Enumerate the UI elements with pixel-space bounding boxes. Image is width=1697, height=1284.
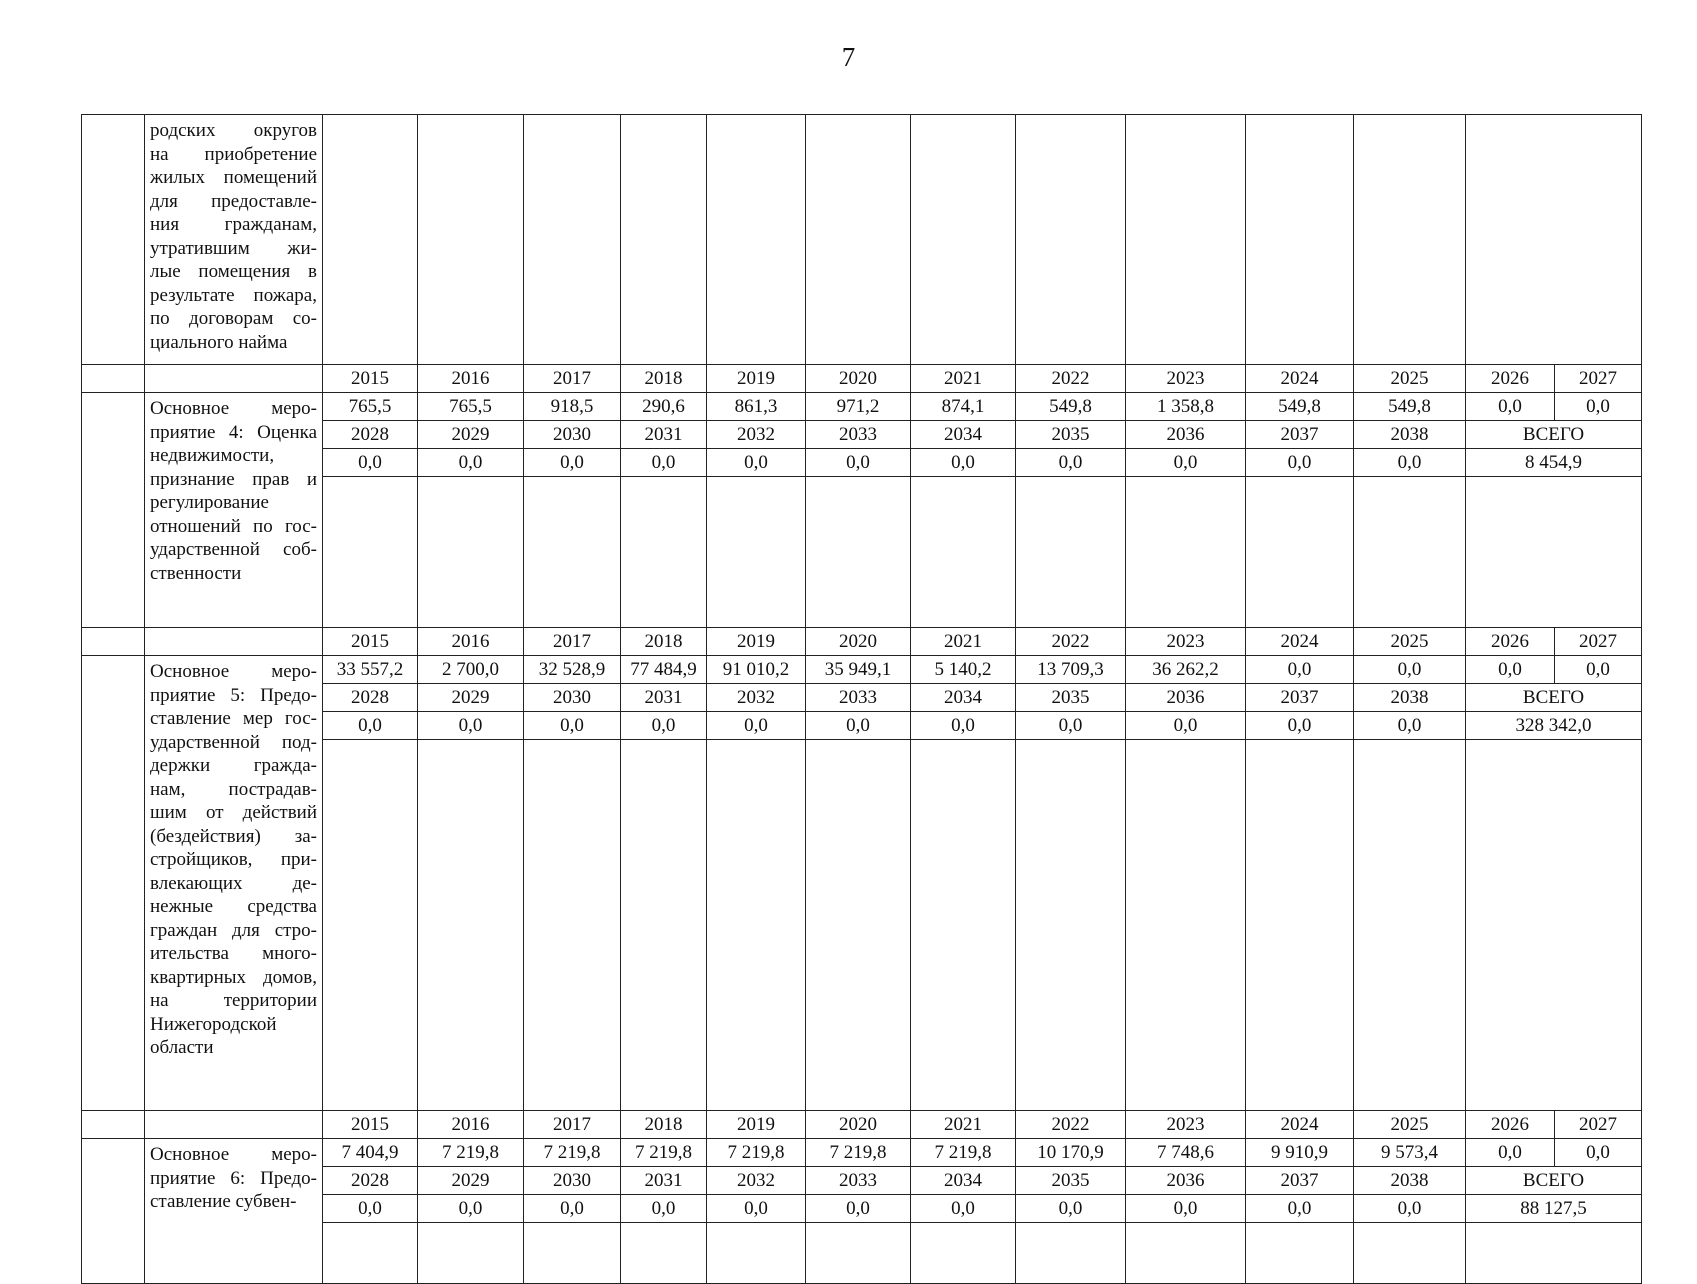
year-header-row — [82, 365, 1642, 393]
value-cell: 7 219,8 — [621, 1139, 707, 1167]
empty-cell — [707, 477, 806, 628]
description-line: на приобретение — [150, 143, 317, 165]
total-value: 328 342,0 — [1466, 712, 1642, 740]
description-line: нежные средства — [150, 896, 317, 917]
empty-cell — [911, 115, 1016, 365]
year-cell: 2018 — [621, 1111, 707, 1139]
value-cell: 0,0 — [1354, 449, 1466, 477]
empty-cell — [806, 115, 911, 365]
value-cell: 7 404,9 — [323, 1139, 418, 1167]
year-cell: 2037 — [1246, 1167, 1354, 1195]
value-cell: 0,0 — [1016, 712, 1126, 740]
year-cell: 2017 — [524, 1111, 621, 1139]
value-cell: 549,8 — [1016, 393, 1126, 421]
empty-cell — [323, 115, 418, 365]
year-header-row — [82, 1111, 1642, 1139]
year-cell: 2033 — [806, 684, 911, 712]
description-line: ставление мер гос- — [150, 708, 317, 729]
description-line: Основное меро- — [150, 398, 317, 419]
value-cell: 0,0 — [1016, 1195, 1126, 1223]
value-cell: 1 358,8 — [1126, 393, 1246, 421]
year-cell: 2036 — [1126, 684, 1246, 712]
year-cell: 2033 — [806, 1167, 911, 1195]
value-cell: 77 484,9 — [621, 656, 707, 684]
year-cell: 2015 — [323, 365, 418, 393]
value-cell: 549,8 — [1354, 393, 1466, 421]
value-cell: 7 219,8 — [806, 1139, 911, 1167]
values-row — [82, 393, 1642, 421]
value-cell: 13 709,3 — [1016, 656, 1126, 684]
year-cell: 2016 — [418, 365, 524, 393]
year-cell: 2032 — [707, 1167, 806, 1195]
year-cell: 2030 — [524, 421, 621, 449]
description-line: нам, пострадав- — [150, 778, 317, 800]
year-cell: 2024 — [1246, 628, 1354, 656]
year-cell: 2038 — [1354, 421, 1466, 449]
value-cell: 0,0 — [1016, 449, 1126, 477]
description-line: Основное меро- — [150, 661, 317, 682]
year-cell: 2030 — [524, 684, 621, 712]
measure-description — [145, 1139, 323, 1284]
empty-cell — [145, 1111, 323, 1139]
total-value: 88 127,5 — [1466, 1195, 1642, 1223]
year-cell: 2023 — [1126, 628, 1246, 656]
empty-cell — [524, 477, 621, 628]
empty-cell — [806, 740, 911, 1111]
value-cell: 290,6 — [621, 393, 707, 421]
total-label: ВСЕГО — [1466, 421, 1642, 449]
number-cell — [82, 115, 145, 365]
value-cell: 7 219,8 — [418, 1139, 524, 1167]
empty-cell — [707, 1223, 806, 1284]
description-line: по договорам со- — [150, 308, 317, 329]
description-line: стройщиков, при- — [150, 849, 317, 870]
description-line: отношений по гос- — [150, 515, 317, 537]
description-line: квартирных домов, — [150, 966, 317, 988]
year-cell: 2021 — [911, 1111, 1016, 1139]
empty-cell — [418, 1223, 524, 1284]
year-cell: 2018 — [621, 628, 707, 656]
year-cell: 2023 — [1126, 1111, 1246, 1139]
year-cell: 2038 — [1354, 1167, 1466, 1195]
value-cell: 0,0 — [323, 1195, 418, 1223]
description-line: недвижимости, — [150, 445, 275, 466]
total-value: 8 454,9 — [1466, 449, 1642, 477]
description-line: циального найма — [150, 331, 288, 353]
empty-cell — [707, 740, 806, 1111]
empty-cell — [1126, 477, 1246, 628]
description-line: ительства много- — [150, 943, 317, 964]
year-cell: 2034 — [911, 421, 1016, 449]
empty-cell — [323, 740, 418, 1111]
empty-cell — [1126, 1223, 1246, 1284]
year-cell: 2023 — [1126, 365, 1246, 393]
description-line: ставление субвен- — [150, 1191, 297, 1212]
year-cell: 2034 — [911, 684, 1016, 712]
empty-cell — [806, 477, 911, 628]
empty-cell — [621, 1223, 707, 1284]
number-cell — [82, 628, 145, 656]
year-cell: 2034 — [911, 1167, 1016, 1195]
empty-cell — [1126, 740, 1246, 1111]
empty-cell — [1126, 115, 1246, 365]
value-cell: 971,2 — [806, 393, 911, 421]
description-line: граждан для стро- — [150, 919, 317, 941]
description-line: на территории — [150, 990, 317, 1011]
description-line: ударственной соб- — [150, 539, 317, 560]
empty-cell — [707, 115, 806, 365]
description-line: влекающих де- — [150, 872, 317, 894]
value-cell: 0,0 — [911, 1195, 1016, 1223]
value-cell: 33 557,2 — [323, 656, 418, 684]
value-cell: 0,0 — [707, 1195, 806, 1223]
year-cell: 2024 — [1246, 365, 1354, 393]
value-cell: 0,0 — [806, 712, 911, 740]
description-line: утратившим жи- — [150, 237, 317, 259]
description-line: ственности — [150, 562, 242, 584]
value-cell: 0,0 — [1466, 656, 1555, 684]
empty-cell — [806, 1223, 911, 1284]
year-cell: 2036 — [1126, 421, 1246, 449]
measure-description — [145, 656, 323, 1111]
value-cell: 0,0 — [911, 712, 1016, 740]
empty-cell — [418, 115, 524, 365]
year-cell: 2025 — [1354, 1111, 1466, 1139]
value-cell: 9 573,4 — [1354, 1139, 1466, 1167]
description-line: приятие 4: Оценка — [150, 421, 317, 443]
description-line: Основное меро- — [150, 1144, 317, 1165]
year-cell: 2035 — [1016, 684, 1126, 712]
empty-cell — [1016, 477, 1126, 628]
number-cell — [82, 1111, 145, 1139]
number-cell — [82, 393, 145, 628]
description-line: ния гражданам, — [150, 214, 317, 235]
description-line: признание прав и — [150, 468, 317, 490]
value-cell: 0,0 — [1126, 712, 1246, 740]
empty-cell — [418, 740, 524, 1111]
value-cell: 0,0 — [1555, 656, 1642, 684]
year-cell: 2020 — [806, 1111, 911, 1139]
number-cell — [82, 1139, 145, 1284]
year-cell: 2035 — [1016, 421, 1126, 449]
year-cell: 2027 — [1555, 365, 1642, 393]
year-cell: 2027 — [1555, 628, 1642, 656]
year-cell: 2015 — [323, 1111, 418, 1139]
value-cell: 5 140,2 — [911, 656, 1016, 684]
empty-cell — [1246, 740, 1354, 1111]
value-cell: 0,0 — [707, 712, 806, 740]
empty-cell — [418, 477, 524, 628]
empty-cell — [1466, 740, 1642, 1111]
year-cell: 2031 — [621, 421, 707, 449]
empty-cell — [145, 628, 323, 656]
number-cell — [82, 656, 145, 1111]
value-cell: 35 949,1 — [806, 656, 911, 684]
value-cell: 0,0 — [1555, 393, 1642, 421]
year-cell: 2025 — [1354, 365, 1466, 393]
year-cell: 2020 — [806, 365, 911, 393]
description-line: ударственной под- — [150, 731, 317, 753]
value-cell: 0,0 — [707, 449, 806, 477]
year-cell: 2037 — [1246, 684, 1354, 712]
description-line: Нижегородской — [150, 1013, 277, 1035]
empty-cell — [1246, 1223, 1354, 1284]
year-cell: 2021 — [911, 628, 1016, 656]
value-cell: 0,0 — [1466, 393, 1555, 421]
description-line: держки гражда- — [150, 755, 317, 776]
value-cell: 0,0 — [418, 1195, 524, 1223]
value-cell: 7 219,8 — [707, 1139, 806, 1167]
year-cell: 2025 — [1354, 628, 1466, 656]
empty-cell — [1354, 740, 1466, 1111]
value-cell: 0,0 — [524, 1195, 621, 1223]
year-cell: 2020 — [806, 628, 911, 656]
value-cell: 0,0 — [1126, 1195, 1246, 1223]
year-cell: 2026 — [1466, 1111, 1555, 1139]
values-row — [82, 1139, 1642, 1167]
description-line: шим от действий — [150, 802, 317, 823]
year-cell: 2029 — [418, 684, 524, 712]
empty-cell — [911, 1223, 1016, 1284]
values-row — [82, 656, 1642, 684]
value-cell: 0,0 — [323, 449, 418, 477]
total-label: ВСЕГО — [1466, 1167, 1642, 1195]
year-cell: 2035 — [1016, 1167, 1126, 1195]
empty-cell — [1466, 1223, 1642, 1284]
value-cell: 0,0 — [1354, 712, 1466, 740]
value-cell: 861,3 — [707, 393, 806, 421]
description-line: лые помещения в — [150, 261, 317, 282]
value-cell: 0,0 — [1466, 1139, 1555, 1167]
value-cell: 36 262,2 — [1126, 656, 1246, 684]
year-cell: 2022 — [1016, 1111, 1126, 1139]
description-line: приятие 6: Предо- — [150, 1167, 317, 1189]
year-cell: 2031 — [621, 1167, 707, 1195]
value-cell: 0,0 — [1246, 712, 1354, 740]
value-cell: 0,0 — [621, 712, 707, 740]
value-cell: 0,0 — [418, 449, 524, 477]
year-cell: 2030 — [524, 1167, 621, 1195]
year-cell: 2027 — [1555, 1111, 1642, 1139]
year-cell: 2019 — [707, 628, 806, 656]
description-line: родских округов — [150, 120, 317, 141]
year-cell: 2028 — [323, 1167, 418, 1195]
value-cell: 0,0 — [1246, 449, 1354, 477]
value-cell: 0,0 — [621, 449, 707, 477]
value-cell: 765,5 — [323, 393, 418, 421]
empty-cell — [1354, 477, 1466, 628]
value-cell: 0,0 — [418, 712, 524, 740]
year-cell: 2032 — [707, 684, 806, 712]
empty-cell — [1354, 115, 1466, 365]
value-cell: 0,0 — [806, 449, 911, 477]
number-cell — [82, 365, 145, 393]
description-line: для предоставле- — [150, 190, 317, 212]
table-row — [82, 115, 1642, 365]
empty-cell — [1016, 1223, 1126, 1284]
value-cell: 874,1 — [911, 393, 1016, 421]
year-cell: 2026 — [1466, 365, 1555, 393]
year-cell: 2031 — [621, 684, 707, 712]
year-cell: 2029 — [418, 421, 524, 449]
value-cell: 7 219,8 — [524, 1139, 621, 1167]
year-cell: 2038 — [1354, 684, 1466, 712]
value-cell: 10 170,9 — [1016, 1139, 1126, 1167]
value-cell: 918,5 — [524, 393, 621, 421]
year-cell: 2017 — [524, 365, 621, 393]
empty-cell — [524, 1223, 621, 1284]
funding-table — [81, 114, 1642, 1284]
value-cell: 9 910,9 — [1246, 1139, 1354, 1167]
measure-description — [145, 393, 323, 628]
value-cell: 32 528,9 — [524, 656, 621, 684]
value-cell: 0,0 — [911, 449, 1016, 477]
year-cell: 2024 — [1246, 1111, 1354, 1139]
year-cell: 2022 — [1016, 628, 1126, 656]
description-line: области — [150, 1037, 214, 1058]
year-header-row — [82, 628, 1642, 656]
total-label: ВСЕГО — [1466, 684, 1642, 712]
empty-cell — [1016, 740, 1126, 1111]
description-line: регулирование — [150, 492, 269, 513]
empty-cell — [524, 115, 621, 365]
year-cell: 2017 — [524, 628, 621, 656]
empty-cell — [1354, 1223, 1466, 1284]
year-cell: 2022 — [1016, 365, 1126, 393]
year-cell: 2029 — [418, 1167, 524, 1195]
year-cell: 2015 — [323, 628, 418, 656]
page-number: 7 — [841, 42, 856, 72]
year-cell: 2037 — [1246, 421, 1354, 449]
measure-description — [145, 115, 323, 365]
empty-cell — [911, 477, 1016, 628]
empty-cell — [323, 1223, 418, 1284]
value-cell: 0,0 — [524, 712, 621, 740]
empty-cell — [145, 365, 323, 393]
empty-cell — [1016, 115, 1126, 365]
value-cell: 2 700,0 — [418, 656, 524, 684]
empty-cell — [1246, 115, 1354, 365]
empty-cell — [621, 477, 707, 628]
description-line: результате пожара, — [150, 284, 317, 306]
value-cell: 0,0 — [1246, 1195, 1354, 1223]
empty-cell — [1246, 477, 1354, 628]
value-cell: 765,5 — [418, 393, 524, 421]
description-line: жилых помещений — [150, 167, 317, 188]
value-cell: 7 219,8 — [911, 1139, 1016, 1167]
value-cell: 7 748,6 — [1126, 1139, 1246, 1167]
value-cell: 0,0 — [1354, 656, 1466, 684]
year-cell: 2026 — [1466, 628, 1555, 656]
year-cell: 2032 — [707, 421, 806, 449]
year-cell: 2016 — [418, 628, 524, 656]
year-cell: 2028 — [323, 421, 418, 449]
value-cell: 0,0 — [1555, 1139, 1642, 1167]
year-cell: 2016 — [418, 1111, 524, 1139]
year-cell: 2018 — [621, 365, 707, 393]
value-cell: 549,8 — [1246, 393, 1354, 421]
value-cell: 91 010,2 — [707, 656, 806, 684]
value-cell: 0,0 — [524, 449, 621, 477]
empty-cell — [1466, 115, 1642, 365]
empty-cell — [1466, 477, 1642, 628]
description-line: (бездействия) за- — [150, 825, 317, 847]
year-cell: 2019 — [707, 365, 806, 393]
year-cell: 2033 — [806, 421, 911, 449]
empty-cell — [621, 115, 707, 365]
value-cell: 0,0 — [1126, 449, 1246, 477]
empty-cell — [323, 477, 418, 628]
value-cell: 0,0 — [1354, 1195, 1466, 1223]
year-cell: 2028 — [323, 684, 418, 712]
description-line: приятие 5: Предо- — [150, 684, 317, 706]
empty-cell — [524, 740, 621, 1111]
year-cell: 2019 — [707, 1111, 806, 1139]
year-cell: 2036 — [1126, 1167, 1246, 1195]
value-cell: 0,0 — [1246, 656, 1354, 684]
empty-cell — [911, 740, 1016, 1111]
value-cell: 0,0 — [621, 1195, 707, 1223]
value-cell: 0,0 — [806, 1195, 911, 1223]
year-cell: 2021 — [911, 365, 1016, 393]
value-cell: 0,0 — [323, 712, 418, 740]
empty-cell — [621, 740, 707, 1111]
